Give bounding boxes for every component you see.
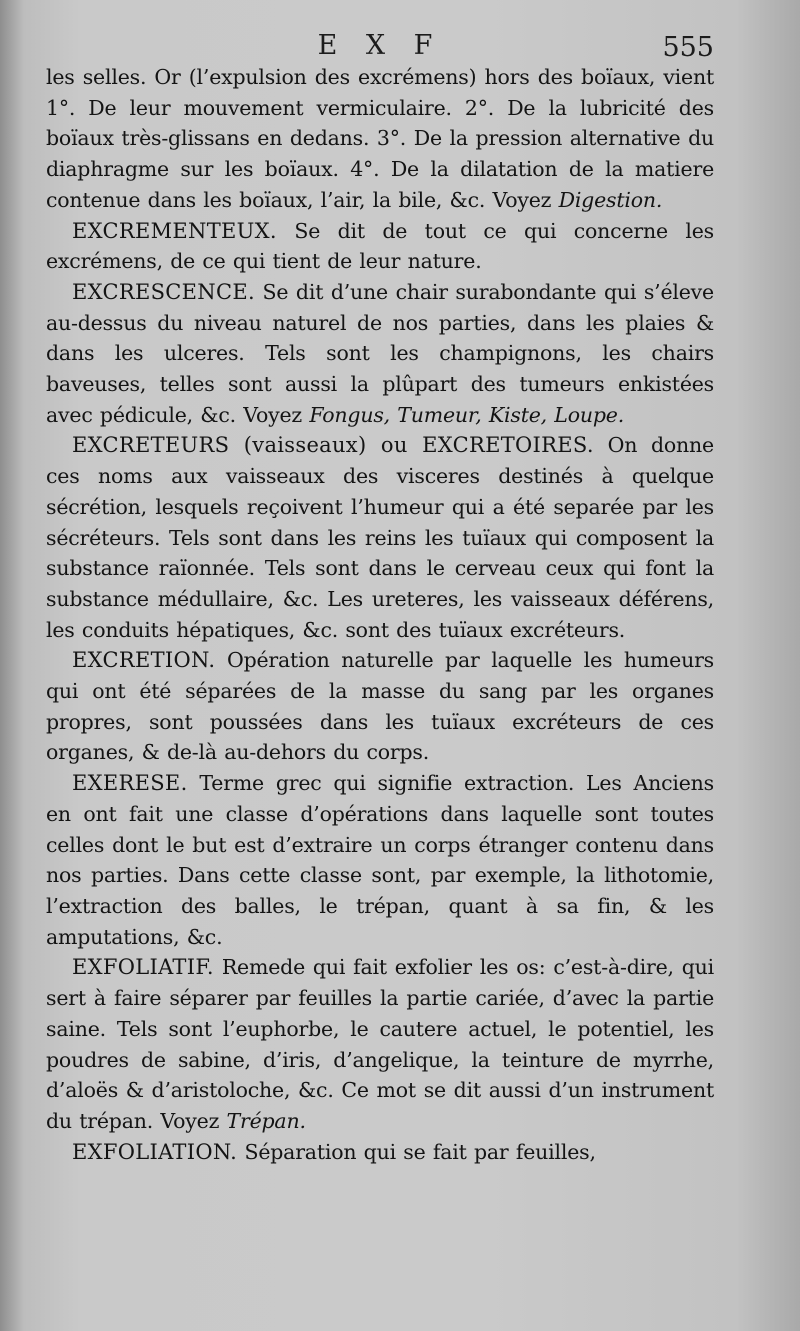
cross-reference: Trépan. <box>226 1108 306 1133</box>
entry-excrementeux <box>46 216 714 277</box>
entry-text: Se dit de tout ce qui concerne les excrémens, de ce qui tient de leur nature. <box>46 218 714 274</box>
entry-headword: EXERESE. <box>72 771 188 796</box>
entry-excrescence <box>46 277 714 431</box>
entry-headword: EXFOLIATION. <box>72 1139 238 1164</box>
entry-continuation <box>46 62 714 216</box>
cross-reference: Fongus, Tumeur, Kiste, Loupe. <box>309 402 625 427</box>
cross-reference: Digestion. <box>558 187 663 212</box>
entry-headword: EXCRESCENCE. <box>72 279 255 304</box>
entry-text: Remede qui fait exfolier les os: c’est-à-dire, qui sert à faire séparer par feuilles la partie cariée, d’avec la partie saine. Tels sont l’euphorbe, le cautere actuel, le potentiel, les poudres de sabine, d’iris, d’angelique, la teinture de myrrhe, d’aloës & d’aristoloche, &c. Ce mot se dit aussi d’un instrument du trépan. Voyez <box>46 955 714 1133</box>
entry-headword: EXFOLIATIF. <box>72 955 214 980</box>
page-number: 555 <box>662 32 714 63</box>
entry-exfoliation <box>46 1137 714 1168</box>
entry-exerese <box>46 768 714 952</box>
entry-headword: EXCREMENTEUX. <box>72 218 277 243</box>
entry-excreteurs <box>46 430 714 645</box>
entry-excretion <box>46 645 714 768</box>
running-head: E X F <box>317 30 443 61</box>
entry-headword: EXCRETION. <box>72 648 216 673</box>
entry-text: On donne ces noms aux vaisseaux des visceres destinés à quelque sécrétion, lesquels reçoivent l’humeur qui a été separée par les sécréteurs. Tels sont dans les reins les tuïaux qui composent la substance raïonnée. Tels sont dans le cerveau ceux qui font la substance médullaire, &c. Les ureteres, les vaisseaux déférens, les conduits hépatiques, &c. sont des tuïaux excréteurs. <box>46 433 714 642</box>
entry-text: les selles. Or (l’expulsion des excrémens) hors des boïaux, vient 1°. De leur mouvement vermiculaire. 2°. De la lubricité des boïaux très-glissans en dedans. 3°. De la pression alternative du diaphragme sur les boïaux. 4°. De la dilatation de la matiere contenue dans les boïaux, l’air, la bile, &c. Voyez <box>46 65 714 212</box>
dictionary-text <box>46 62 714 1167</box>
entry-text: Séparation qui se fait par feuilles, <box>244 1139 596 1164</box>
entry-text: Opération naturelle par laquelle les humeurs qui ont été séparées de la masse du sang par les organes propres, sont poussées dans les tuïaux excréteurs de ces organes, & de-là au-dehors du corps. <box>46 648 714 765</box>
entry-text: Se dit d’une chair surabondante qui s’éleve au-dessus du niveau naturel de nos parties, dans les plaies & dans les ulceres. Tels sont les champignons, les chairs baveuses, telles sont aussi la plûpart des tumeurs enkistées avec pédicule, &c. Voyez <box>46 279 714 427</box>
entry-exfoliatif <box>46 952 714 1136</box>
entry-headword: EXCRETEURS (vaisseaux) ou EXCRETOIRES. <box>72 433 594 458</box>
entry-text: Terme grec qui signifie extraction. Les Anciens en ont fait une classe d’opérations dans laquelle sont toutes celles dont le but est d’extraire un corps étranger contenu dans nos parties. Dans cette classe sont, par exemple, la lithotomie, l’extraction des balles, le trépan, quant à sa fin, & les amputations, &c. <box>46 771 714 949</box>
